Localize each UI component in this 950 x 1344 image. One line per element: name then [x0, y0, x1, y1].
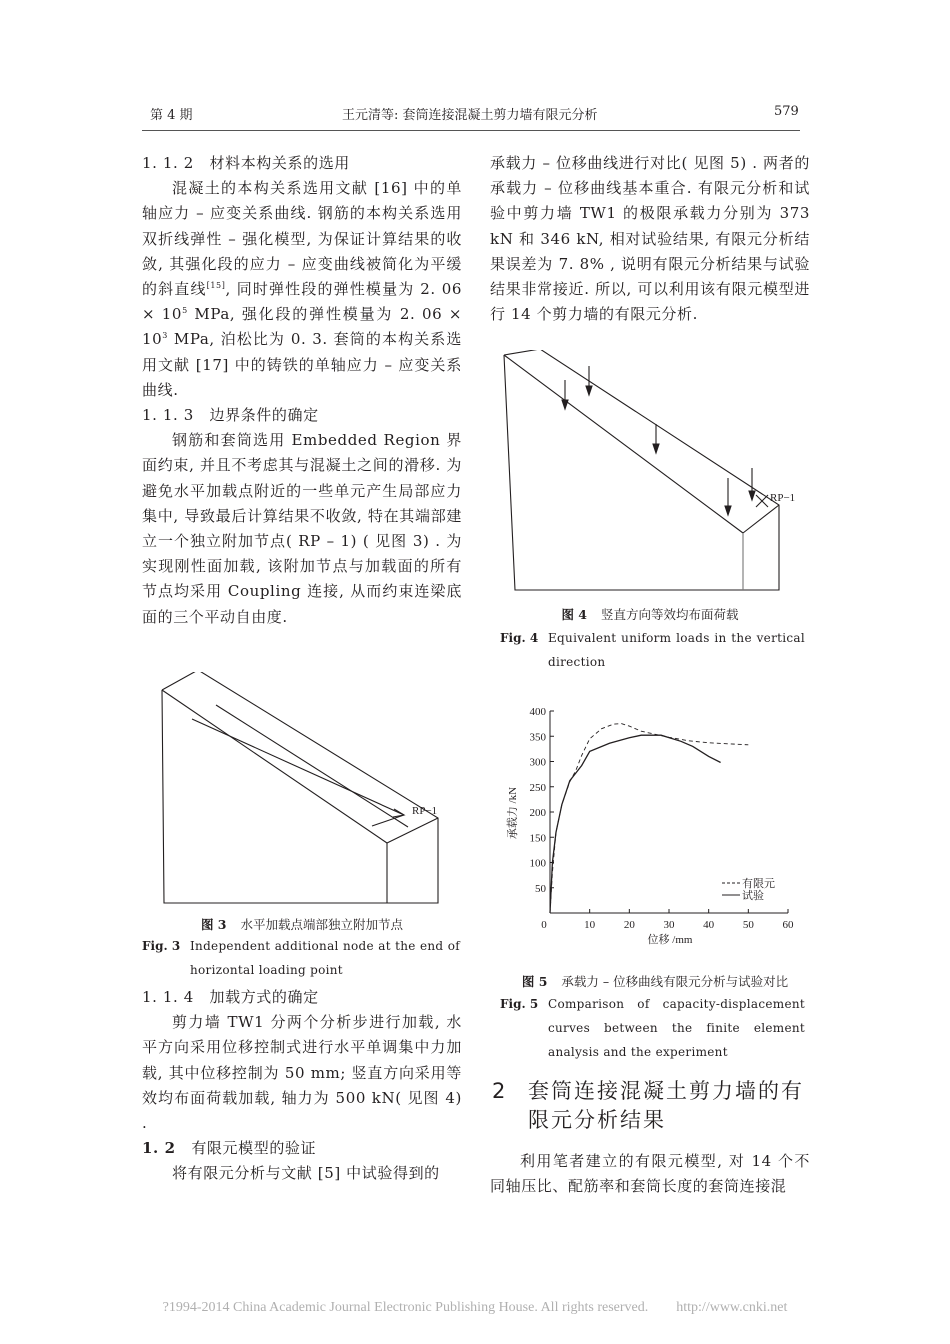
right-column-bottom — [490, 1149, 810, 1199]
figure-5-caption-en: Fig. 5 Comparison of capacity-displacement curves between the finite element analysis and the experiment — [500, 997, 805, 1059]
figure-3-diagram — [150, 672, 450, 917]
x-tick-label: 0 — [541, 919, 547, 931]
series-test-line — [550, 735, 721, 913]
y-tick-label: 300 — [529, 756, 546, 769]
y-axis-label: 承载力 /kN — [507, 786, 519, 840]
paragraph-material-models: 混凝土的本构关系选用文献 [16] 中的单轴应力 – 应变关系曲线. 钢筋的本构关系选用双折线弹性 – 强化模型, 为保证计算结果的收敛, 其强化段的应力 – 应变曲线被简化为平缓的斜直线[15], 同时弹性段的弹性模量为 2. $06 \times 10^5$ MPa, 强化段的弹性模量为 2. $06 \times 10^3$ MPa, 泊松比为 0. 3. 套筒的本构关系选用文献 [17] 中的铸铁的单轴应力 – 应变关系曲线. — [142, 179, 463, 399]
figure-4-caption-cn: 图 4 竖直方向等效均布面荷载 — [561, 607, 739, 622]
x-axis-label: 位移 /mm — [647, 934, 693, 946]
x-tick-label: 20 — [623, 919, 635, 931]
y-tick-label: 350 — [529, 731, 546, 744]
paragraph-section-2: 利用笔者建立的有限元模型, 对 14 个不同轴压比、配筋率和套筒长度的套筒连接混 — [490, 1152, 810, 1196]
section-heading-1-1-4: 1. 1. 4 加载方式的确定 — [142, 988, 319, 1006]
x-tick-label: 30 — [663, 919, 675, 931]
left-column-top — [142, 151, 462, 630]
header-rule — [142, 130, 800, 131]
figure-4-diagram — [500, 350, 800, 595]
rp1-label: RP−1 — [770, 492, 796, 504]
citation-ref: [15] — [206, 281, 226, 291]
paragraph-loading-method: 剪力墙 TW1 分两个分析步进行加载, 水平方向采用位移控制式进行水平单调集中力加载, 其中位移控制为 50 mm; 竖直方向采用等效均布面荷载加载, 轴力为 500 kN( 见图 4) . — [142, 1013, 462, 1133]
y-tick-label: 200 — [529, 807, 546, 819]
legend-entry: 有限元 — [742, 878, 775, 890]
x-tick-label: 40 — [703, 919, 715, 931]
running-title: 王元清等: 套筒连接混凝土剪力墙有限元分析 — [342, 108, 598, 123]
paragraph-comparison: 承载力 – 位移曲线进行对比( 见图 5) . 两者的承载力 – 位移曲线基本重合. 有限元分析和试验中剪力墙 TW1 的极限承载力分别为 373 kN 和 346 kN, 相对试验结果, 有限元分析结果误差为 7. 8% , 说明有限元分析结果与试验结果非常接近. 所以, 可以利用该有限元模型进行 14 个剪力墙的有限元分析. — [490, 154, 810, 324]
paragraph-boundary-conditions: 钢筋和套筒选用 Embedded Region 界面约束, 并且不考虑其与混凝土之间的滑移. 为避免水平加载点附近的一些单元产生局部应力集中, 导致最后计算结果不收敛, 特在其端部建立一个独立附加节点( RP – 1) ( 见图 3) . 为实现刚性面加载, 该附加节点与加载面的所有节点均采用 Coupling 连接, 从而约束连梁底面的三个平动自由度. — [142, 431, 462, 626]
section-heading-1-2: 1. 2 有限元模型的验证 — [142, 1139, 317, 1158]
x-tick-label: 10 — [584, 919, 596, 931]
section-heading-1-1-2: 1. 1. 2 材料本构关系的选用 — [142, 154, 350, 172]
copyright-footer: ?1994-2014 China Academic Journal Electronic Publishing House. All rights reserved. http://www.cnki.net — [162, 1300, 788, 1315]
issue-number: 第 4 期 — [150, 108, 193, 123]
section-heading-2: 2 套筒连接混凝土剪力墙的有限元分析结果 — [492, 1079, 804, 1132]
rp1-label: RP−1 — [412, 805, 438, 817]
y-tick-label: 50 — [535, 882, 546, 895]
left-column-bottom — [142, 985, 462, 1187]
paragraph-validation: 将有限元分析与文献 [5] 中试验得到的 — [172, 1164, 440, 1183]
figure-4-caption-en: Fig. 4 Equivalent uniform loads in the vertical direction — [500, 631, 805, 669]
right-column-top — [490, 151, 810, 327]
figure-3-caption-en: Fig. 3 Independent additional node at the end of horizontal loading point — [142, 939, 460, 977]
x-tick-label: 50 — [742, 919, 754, 931]
figure-5-caption-cn: 图 5 承载力 – 位移曲线有限元分析与试验对比 — [521, 974, 789, 989]
y-tick-label: 150 — [529, 832, 546, 845]
legend-entry: 试验 — [742, 890, 764, 902]
figure-5-chart — [500, 700, 800, 950]
vertical-load-arrows — [562, 366, 755, 515]
series-fea-line — [550, 724, 748, 913]
y-tick-label: 400 — [529, 706, 546, 718]
section-heading-1-1-3: 1. 1. 3 边界条件的确定 — [142, 406, 319, 425]
x-tick-label: 60 — [782, 919, 794, 931]
y-tick-label: 250 — [529, 781, 546, 794]
figure-3-caption-cn: 图 3 水平加载点端部独立附加节点 — [200, 917, 404, 932]
y-tick-label: 100 — [529, 857, 546, 870]
page-number: 579 — [774, 104, 799, 119]
